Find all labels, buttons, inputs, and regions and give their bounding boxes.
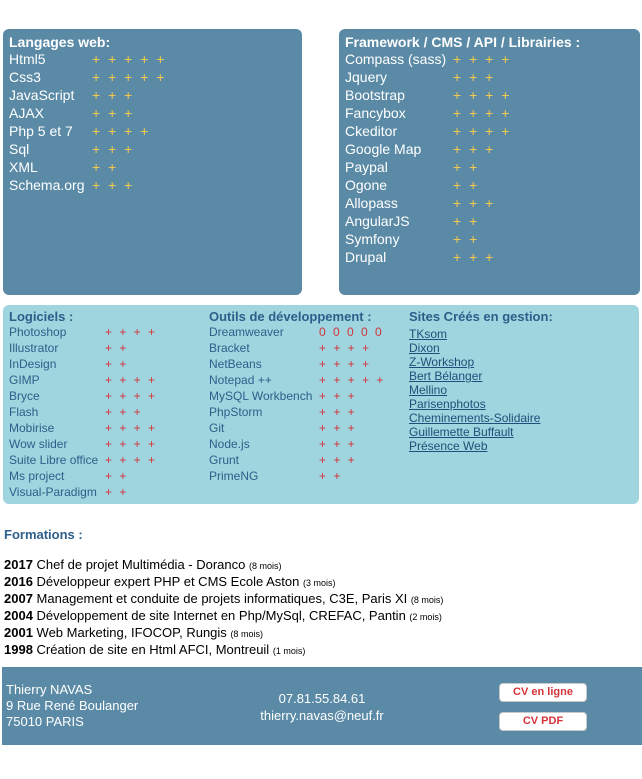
web-language-row	[3, 158, 302, 176]
formation-duration: (3 mois)	[302, 578, 336, 588]
formations-title: Formations :	[4, 527, 83, 542]
cv-online-button[interactable]: CV en ligne	[499, 683, 587, 702]
framework-row	[339, 104, 640, 122]
formation-row	[4, 556, 443, 573]
software-label: Photoshop	[9, 325, 67, 339]
framework-label: Symfony	[345, 231, 400, 247]
software-rating: + + + +	[105, 437, 158, 451]
devtool-rating: + + + +	[319, 341, 372, 355]
web-language-row	[3, 140, 302, 158]
framework-rating: + + + +	[453, 123, 512, 139]
software-row	[9, 452, 157, 468]
software-label: Bryce	[9, 389, 40, 403]
devtool-label: PhpStorm	[209, 405, 263, 419]
framework-row	[339, 50, 640, 68]
devtool-label: MySQL Workbench	[209, 389, 313, 403]
site-link[interactable]: Dixon	[409, 341, 440, 355]
framework-row	[339, 212, 640, 230]
site-link[interactable]: TKsom	[409, 327, 448, 341]
software-rating: + +	[105, 485, 129, 499]
web-language-row	[3, 68, 302, 86]
devtool-rating: + + +	[319, 389, 357, 403]
formations-list	[4, 556, 443, 658]
framework-label: Bootstrap	[345, 87, 405, 103]
software-column	[9, 309, 157, 500]
devtool-row	[209, 436, 385, 452]
devtool-row	[209, 340, 385, 356]
frameworks-panel	[339, 29, 640, 295]
web-language-rating: + + +	[92, 141, 135, 157]
framework-row	[339, 230, 640, 248]
devtool-label: Bracket	[209, 341, 250, 355]
web-language-rating: + + +	[92, 105, 135, 121]
devtool-row	[209, 452, 385, 468]
framework-rating: + + +	[453, 69, 496, 85]
devtool-label: Dreamweaver	[209, 325, 284, 339]
software-row	[9, 388, 157, 404]
framework-label: Allopass	[345, 195, 398, 211]
web-language-label: JavaScript	[9, 87, 75, 103]
site-link[interactable]: Guillemette Buffault	[409, 425, 514, 439]
software-rating: + + + +	[105, 325, 158, 339]
devtool-rating: + + +	[319, 421, 357, 435]
formation-text: Développeur expert PHP et CMS Ecole Aston	[36, 574, 300, 589]
software-rating: + +	[105, 357, 129, 371]
contact-block	[252, 690, 392, 724]
tools-panel	[3, 305, 639, 504]
city-text: 75010 PARIS	[6, 714, 84, 729]
name-text: Thierry NAVAS	[6, 682, 93, 697]
framework-row	[339, 68, 640, 86]
sites-title: Sites Créés en gestion:	[409, 309, 553, 324]
software-row	[9, 340, 157, 356]
framework-rating: + +	[453, 231, 480, 247]
devtool-rating: + + +	[319, 405, 357, 419]
web-language-rating: + + + + +	[92, 69, 167, 85]
software-row	[9, 324, 157, 340]
devtool-label: Node.js	[209, 437, 250, 451]
footer	[2, 667, 642, 745]
framework-rating: + +	[453, 213, 480, 229]
site-link[interactable]: Mellino	[409, 383, 448, 397]
web-language-label: Css3	[9, 69, 41, 85]
devtool-rating: + + + +	[319, 357, 372, 371]
formation-row	[4, 590, 443, 607]
formation-year: 2007	[4, 591, 33, 606]
framework-label: Jquery	[345, 69, 388, 85]
web-language-row	[3, 122, 302, 140]
devtool-label: Notepad ++	[209, 373, 272, 387]
web-language-label: AJAX	[9, 105, 45, 121]
software-rating: + + +	[105, 405, 143, 419]
framework-row	[339, 248, 640, 266]
devtool-row	[209, 388, 385, 404]
formation-duration: (1 mois)	[272, 646, 306, 656]
web-language-row	[3, 104, 302, 122]
devtool-row	[209, 324, 385, 340]
framework-rating: + + +	[453, 249, 496, 265]
formation-text: Chef de projet Multimédia - Doranco	[36, 557, 246, 572]
formation-row	[4, 641, 443, 658]
web-language-label: Sql	[9, 141, 30, 157]
software-label: Illustrator	[9, 341, 59, 355]
software-label: GIMP	[9, 373, 40, 387]
web-language-label: Html5	[9, 51, 46, 67]
devtool-label: PrimeNG	[209, 469, 259, 483]
web-language-rating: + + + + +	[92, 51, 167, 67]
email-link[interactable]: thierry.navas@neuf.fr	[260, 708, 384, 723]
frameworks-title: Framework / CMS / API / Librairies :	[345, 34, 581, 50]
software-label: Flash	[9, 405, 39, 419]
formation-row	[4, 607, 443, 624]
devtool-rating: 0 0 0 0 0	[319, 325, 384, 339]
formation-row	[4, 624, 443, 641]
formation-year: 1998	[4, 642, 33, 657]
web-language-rating: + + + +	[92, 123, 151, 139]
site-link[interactable]: Cheminements-Solidaire	[409, 411, 541, 425]
framework-row	[339, 140, 640, 158]
cv-pdf-button[interactable]: CV PDF	[499, 712, 587, 731]
devtool-label: Grunt	[209, 453, 240, 467]
software-label: Wow slider	[9, 437, 68, 451]
framework-rating: + +	[453, 159, 480, 175]
formation-text: Web Marketing, IFOCOP, Rungis	[36, 625, 227, 640]
software-row	[9, 404, 157, 420]
web-language-row	[3, 50, 302, 68]
phone-text: 07.81.55.84.61	[278, 691, 366, 706]
software-rating: + +	[105, 469, 129, 483]
sites-column	[409, 309, 553, 453]
web-language-row	[3, 86, 302, 104]
devtools-title: Outils de développement :	[209, 309, 372, 324]
software-row	[9, 356, 157, 372]
framework-label: Fancybox	[345, 105, 406, 121]
formation-duration: (8 mois)	[249, 561, 282, 571]
site-link[interactable]: Présence Web	[409, 439, 488, 453]
formation-row	[4, 573, 443, 590]
web-language-label: XML	[9, 159, 38, 175]
framework-rating: + + + +	[453, 105, 512, 121]
software-rating: + + + +	[105, 421, 158, 435]
devtool-rating: + + + + +	[319, 373, 386, 387]
software-rating: + +	[105, 341, 129, 355]
formation-year: 2017	[4, 557, 33, 572]
software-label: Visual-Paradigm	[9, 485, 97, 499]
devtool-rating: + +	[319, 469, 343, 483]
software-label: InDesign	[9, 357, 57, 371]
framework-row	[339, 86, 640, 104]
framework-row	[339, 158, 640, 176]
web-language-rating: + +	[92, 159, 119, 175]
framework-label: Google Map	[345, 141, 422, 157]
software-rating: + + + +	[105, 373, 158, 387]
formation-year: 2016	[4, 574, 33, 589]
software-row	[9, 420, 157, 436]
site-link[interactable]: Parisenphotos	[409, 397, 486, 411]
framework-rating: + + +	[453, 195, 496, 211]
software-label: Mobirise	[9, 421, 55, 435]
software-title: Logiciels :	[9, 309, 74, 324]
devtool-row	[209, 356, 385, 372]
devtool-row	[209, 404, 385, 420]
formation-text: Développement de site Internet en Php/MySql, CREFAC, Pantin	[36, 608, 406, 623]
software-rating: + + + +	[105, 389, 158, 403]
formation-year: 2004	[4, 608, 33, 623]
formation-text: Création de site en Html AFCI, Montreuil	[36, 642, 270, 657]
site-link[interactable]: Bert Bélanger	[409, 369, 483, 383]
site-link[interactable]: Z-Workshop	[409, 355, 475, 369]
software-row	[9, 372, 157, 388]
software-row	[9, 468, 157, 484]
web-language-label: Php 5 et 7	[9, 123, 73, 139]
formation-year: 2001	[4, 625, 33, 640]
software-label: Ms project	[9, 469, 65, 483]
address-block	[6, 682, 138, 730]
framework-rating: + + +	[453, 141, 496, 157]
devtool-row	[209, 420, 385, 436]
framework-label: Compass (sass)	[345, 51, 447, 67]
devtool-rating: + + +	[319, 437, 357, 451]
street-text: 9 Rue René Boulanger	[6, 698, 139, 713]
web-language-rating: + + +	[92, 87, 135, 103]
framework-rating: + + + +	[453, 87, 512, 103]
web-language-label: Schema.org	[9, 177, 85, 193]
web-language-rating: + + +	[92, 177, 135, 193]
web-languages-panel	[3, 29, 302, 295]
devtools-column	[209, 309, 385, 484]
software-row	[9, 436, 157, 452]
formation-duration: (2 mois)	[409, 612, 442, 622]
software-label: Suite Libre office	[9, 453, 99, 467]
framework-row	[339, 194, 640, 212]
framework-label: Ogone	[345, 177, 388, 193]
web-language-row	[3, 176, 302, 194]
formation-text: Management et conduite de projets informatiques, C3E, Paris XI	[36, 591, 408, 606]
framework-label: Paypal	[345, 159, 388, 175]
devtool-row	[209, 372, 385, 388]
formation-duration: (8 mois)	[410, 595, 444, 605]
framework-label: Drupal	[345, 249, 387, 265]
devtool-row	[209, 468, 385, 484]
framework-label: Ckeditor	[345, 123, 398, 139]
software-row	[9, 484, 157, 500]
framework-row	[339, 122, 640, 140]
software-rating: + + + +	[105, 453, 158, 467]
web-languages-title: Langages web:	[9, 34, 111, 50]
framework-rating: + + + +	[453, 51, 512, 67]
devtool-label: Git	[209, 421, 225, 435]
formation-duration: (8 mois)	[230, 629, 263, 639]
devtool-rating: + + +	[319, 453, 357, 467]
framework-rating: + +	[453, 177, 480, 193]
devtool-label: NetBeans	[209, 357, 262, 371]
framework-label: AngularJS	[345, 213, 410, 229]
framework-row	[339, 176, 640, 194]
